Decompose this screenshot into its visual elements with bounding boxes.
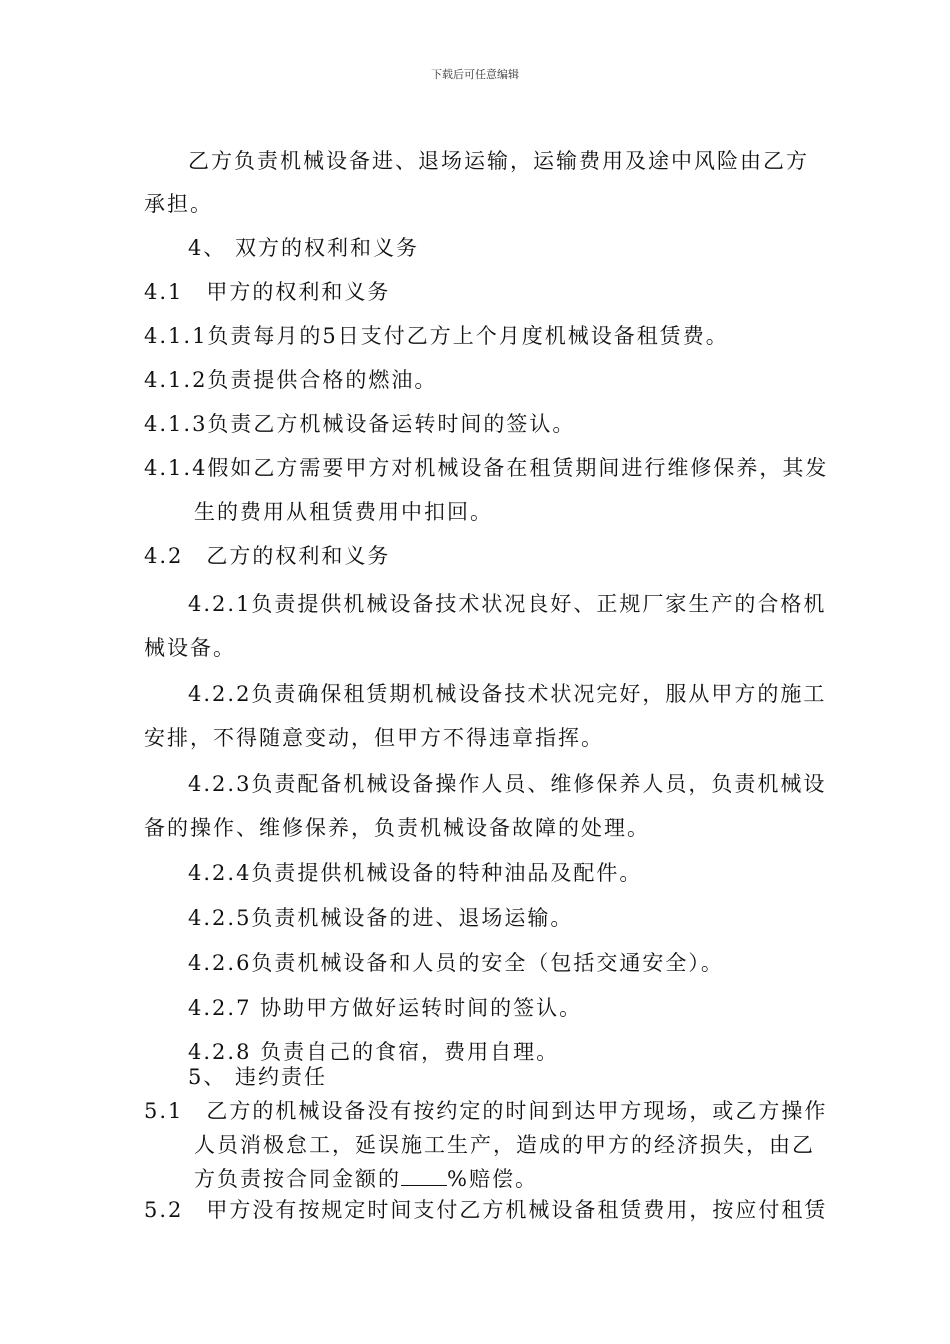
clause-4-1-4-line-2: 生的费用从租赁费用中扣回。 [194,500,493,524]
clause-4-1-2: 4.1.2负责提供合格的燃油。 [144,368,438,392]
clause-4-1-3: 4.1.3负责乙方机械设备运转时间的签认。 [144,412,576,436]
clause-4-2-8: 4.2.8 负责自己的食宿，费用自理。 [188,1040,560,1064]
clause-5-1-text-before: 方负责按合同金额的 [194,1167,401,1191]
clause-4-2-2-line-2: 安排，不得随意变动，但甲方不得违章指挥。 [144,726,604,750]
clause-4-2-2-line-1: 4.2.2负责确保租赁期机械设备技术状况完好，服从甲方的施工 [188,682,827,706]
header-note: 下载后可任意编辑 [431,68,519,81]
clause-4-2-6: 4.2.6负责机械设备和人员的安全（包括交通安全）。 [188,951,724,975]
clause-5-1-line-3 [194,1163,538,1194]
clause-4-2-5: 4.2.5负责机械设备的进、退场运输。 [188,906,574,930]
section-4-1-heading: 4.1 甲方的权利和义务 [144,280,391,304]
para-transport-line-2: 承担。 [144,192,213,216]
clause-4-2-3-line-1: 4.2.3负责配备机械设备操作人员、维修保养人员，负责机械设 [188,772,827,796]
fill-in-blank[interactable] [401,1163,447,1186]
clause-4-2-4: 4.2.4负责提供机械设备的特种油品及配件。 [188,861,643,885]
clause-5-1-line-2: 人员消极怠工，延误施工生产，造成的甲方的经济损失，由乙 [194,1133,815,1157]
clause-4-2-1-line-1: 4.2.1负责提供机械设备技术状况良好、正规厂家生产的合格机 [188,592,827,616]
section-4-2-heading: 4.2 乙方的权利和义务 [144,544,391,568]
clause-4-2-1-line-2: 械设备。 [144,636,236,660]
para-transport-line-1: 乙方负责机械设备进、退场运输，运输费用及途中风险由乙方 [188,149,809,173]
clause-5-2-line-1: 5.2 甲方没有按规定时间支付乙方机械设备租赁费用，按应付租赁 [144,1198,828,1222]
section-4-heading: 4、 双方的权利和义务 [188,236,420,260]
clause-4-2-3-line-2: 备的操作、维修保养，负责机械设备故障的处理。 [144,816,650,840]
clause-4-2-7: 4.2.7 协助甲方做好运转时间的签认。 [188,996,583,1020]
section-5-heading: 5、 违约责任 [188,1065,328,1089]
clause-5-1-text-after: %赔偿。 [447,1167,538,1191]
clause-4-1-1: 4.1.1负责每月的5日支付乙方上个月度机械设备租赁费。 [144,324,729,348]
clause-5-1-line-1: 5.1 乙方的机械设备没有按约定的时间到达甲方现场，或乙方操作 [144,1099,828,1123]
clause-4-1-4-line-1: 4.1.4假如乙方需要甲方对机械设备在租赁期间进行维修保养，其发 [144,456,829,480]
